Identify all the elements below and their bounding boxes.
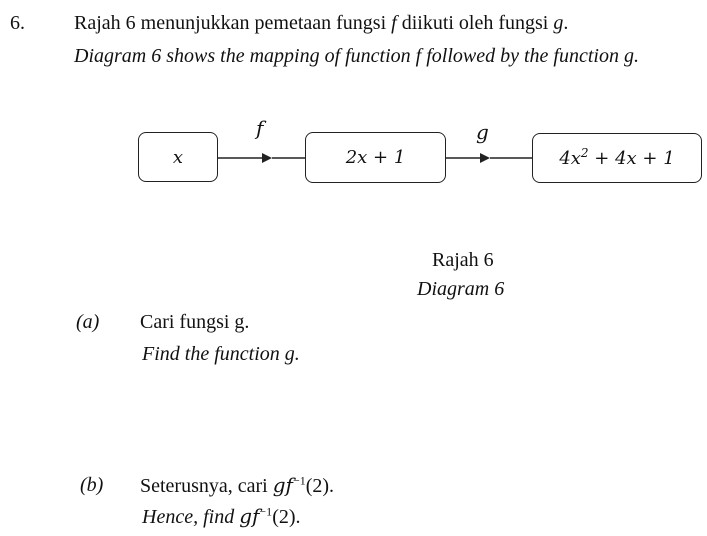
intro-malay-part3: . [563, 12, 569, 34]
part-a-label: (a) [76, 311, 100, 333]
part-a-malay: Cari fungsi g. [140, 311, 250, 333]
part-b-english-expr-base: gf [239, 504, 260, 528]
diagram-caption-english: Diagram 6 [417, 278, 505, 300]
question-intro-english: Diagram 6 shows the mapping of function f followed by the function g. [74, 45, 639, 67]
domain-box [138, 132, 218, 182]
intro-malay-part1: Rajah 6 menunjukkan pemetaan fungsi [74, 12, 392, 34]
part-b-english-expr-arg: (2). [272, 506, 301, 528]
arrow-f-label: f [256, 116, 264, 140]
part-b-english-prefix: Hence, find [142, 506, 240, 528]
codomain-term1: 4x [559, 147, 581, 169]
intro-malay-part2: diikuti oleh fungsi [396, 12, 554, 34]
diagram-caption-malay: Rajah 6 [432, 249, 494, 271]
part-b-expr-base: gf [272, 473, 293, 497]
part-b-english [142, 504, 301, 529]
part-a-english: Find the function g. [142, 343, 300, 365]
part-b-english-expr-sup: −1 [259, 504, 273, 519]
codomain-term2: + 4x + 1 [588, 147, 675, 169]
part-b-expr-arg: (2). [305, 475, 335, 497]
codomain-box [532, 133, 702, 183]
intermediate-box [305, 132, 446, 183]
arrow-g-label: g [476, 120, 489, 144]
intro-malay-g: g [553, 12, 564, 34]
codomain-value [559, 145, 675, 169]
codomain-exponent: 2 [580, 145, 589, 160]
part-b-malay-prefix: Seterusnya, cari [140, 475, 273, 497]
intermediate-value: 2x + 1 [345, 147, 406, 168]
question-number: 6. [10, 12, 25, 34]
part-b-expr-sup: −1 [292, 473, 306, 488]
part-b-label: (b) [80, 474, 104, 496]
intro-malay-f: f [391, 12, 397, 34]
domain-value: x [172, 146, 184, 168]
part-b-malay [140, 473, 334, 498]
